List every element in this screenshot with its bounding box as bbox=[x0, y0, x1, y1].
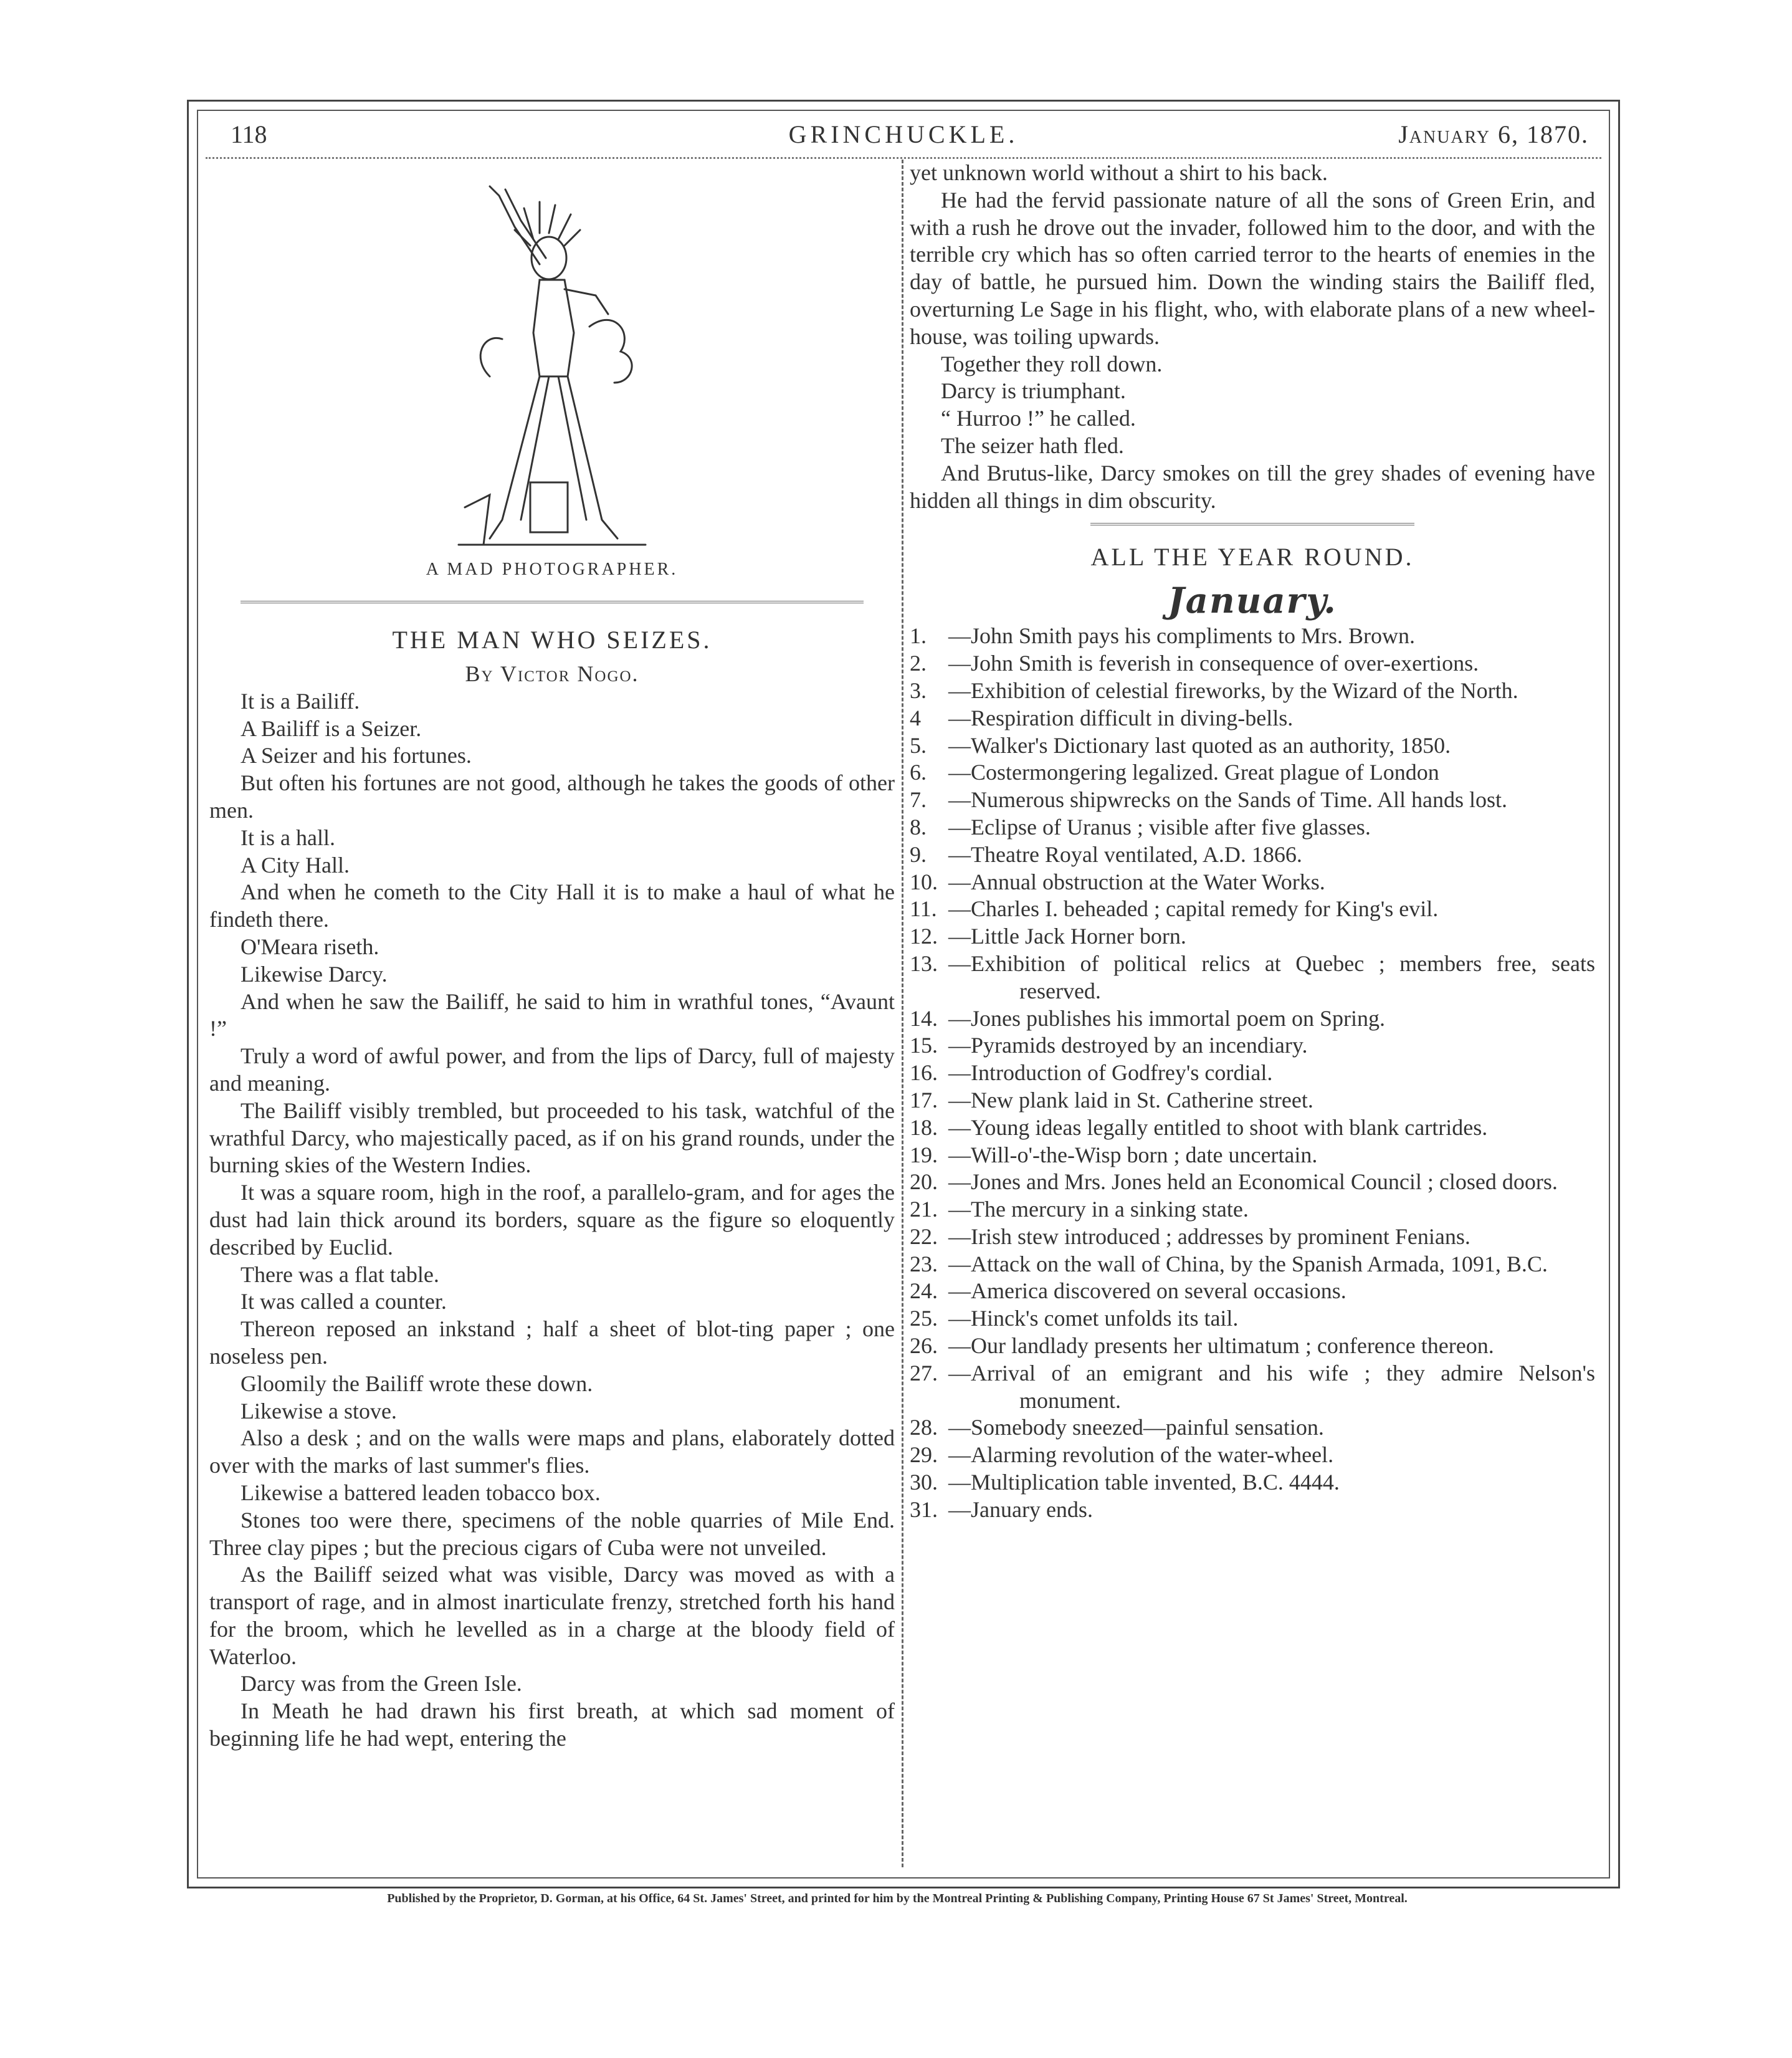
calendar-entry-text: —Jones publishes his immortal poem on Spring. bbox=[948, 1005, 1385, 1031]
calendar-entry-number: 6. bbox=[910, 760, 927, 785]
story-paragraph: And Brutus-like, Darcy smokes on till the grey shades of evening have hidden all things in dim obscurity. bbox=[910, 460, 1595, 513]
calendar-entry bbox=[910, 1169, 1595, 1196]
story-paragraph: He had the fervid passionate nature of all the sons of Green Erin, and with a rush he drove out the invader, followed him to the door, and with the terrible cry which has so often carried terror to the hearts of enemies in the day of battle, he pursued him. Down the winding stairs the Bailiff fled, overturning Le Sage in his flight, who, with elaborate plans of a new wheel-house, was toiling upwards. bbox=[910, 187, 1595, 349]
calendar-entry-number: 28. bbox=[910, 1415, 938, 1440]
calendar-entry-text: —Alarming revolution of the water-wheel. bbox=[948, 1442, 1334, 1468]
story-paragraph: Together they roll down. bbox=[941, 351, 1163, 376]
story-paragraph: It is a Bailiff. bbox=[241, 688, 360, 714]
calendar-entry bbox=[910, 705, 1595, 732]
calendar-entry-number: 13. bbox=[910, 950, 938, 976]
story-paragraph: It was a square room, high in the roof, a parallelo-gram, and for ages the dust had lain thick around its borders, square as the figure so eloquently described by Euclid. bbox=[209, 1180, 895, 1260]
calendar-entry-number: 7. bbox=[910, 787, 927, 813]
calendar-entry-number: 11. bbox=[910, 896, 937, 922]
calendar-entry-text: —John Smith pays his compliments to Mrs. Brown. bbox=[948, 623, 1416, 649]
calendar-entry-number: 21. bbox=[910, 1197, 938, 1222]
calendar-entry-text: —Irish stew introduced ; addresses by prominent Fenians. bbox=[948, 1223, 1470, 1249]
column-divider bbox=[902, 160, 903, 1867]
calendar-entry bbox=[910, 677, 1595, 705]
story-paragraph: The seizer hath fled. bbox=[941, 433, 1124, 458]
calendar-entry-text: —Pyramids destroyed by an incendiary. bbox=[948, 1033, 1308, 1058]
story-paragraph: Likewise Darcy. bbox=[241, 961, 388, 987]
calendar-entry-number: 22. bbox=[910, 1223, 938, 1249]
calendar-entry-number: 17. bbox=[910, 1087, 938, 1113]
section-rule bbox=[241, 601, 864, 603]
calendar-entry bbox=[910, 1251, 1595, 1278]
calendar-entry bbox=[910, 1414, 1595, 1442]
calendar-entry-text: —Multiplication table invented, B.C. 4444. bbox=[948, 1470, 1340, 1495]
calendar-month: January. bbox=[1168, 580, 1337, 622]
story-paragraph: O'Meara riseth. bbox=[241, 934, 379, 959]
calendar-entry bbox=[910, 1087, 1595, 1114]
calendar-entry-number: 30. bbox=[910, 1470, 938, 1495]
story-paragraph: Likewise a stove. bbox=[241, 1398, 397, 1424]
calendar-entry-number: 15. bbox=[910, 1033, 938, 1058]
calendar-entry bbox=[910, 623, 1595, 650]
calendar-entry-text: —Will-o'-the-Wisp born ; date uncertain. bbox=[948, 1142, 1318, 1167]
calendar-entry-number: 27. bbox=[910, 1360, 938, 1386]
story-paragraph: Darcy was from the Green Isle. bbox=[241, 1671, 522, 1697]
calendar-entry bbox=[910, 1060, 1595, 1087]
story-paragraph: yet unknown world without a shirt to his back. bbox=[910, 160, 1328, 185]
figure-caption: A MAD PHOTOGRAPHER. bbox=[426, 560, 679, 579]
story-paragraph: In Meath he had drawn his first breath, at which sad moment of beginning life he had wept, entering the bbox=[209, 1698, 895, 1751]
story-paragraph: It is a hall. bbox=[241, 825, 335, 850]
calendar-entry bbox=[910, 1196, 1595, 1223]
publisher-footer: Published by the Proprietor, D. Gorman, at his Office, 64 St. James' Street, and printed for him by the Montreal Printing & Publishing Company, Printing House 67 St James' Street, Montreal. bbox=[387, 1892, 1408, 1905]
calendar-list bbox=[910, 623, 1595, 1523]
story-body-right bbox=[910, 160, 1595, 514]
calendar-entry bbox=[910, 650, 1595, 677]
calendar-entry-number: 31. bbox=[910, 1496, 938, 1522]
calendar-entry-text: —Jones and Mrs. Jones held an Economical Council ; closed doors. bbox=[948, 1169, 1558, 1195]
calendar-entry-text: —Numerous shipwrecks on the Sands of Time. All hands lost. bbox=[948, 787, 1507, 813]
story-paragraph: And when he saw the Bailiff, he said to him in wrathful tones, “Avaunt !” bbox=[209, 988, 895, 1041]
story-paragraph: A Seizer and his fortunes. bbox=[241, 743, 472, 768]
calendar-entry-text: —Attack on the wall of China, by the Spanish Armada, 1091, B.C. bbox=[948, 1251, 1548, 1276]
calendar-entry-text: —America discovered on several occasions. bbox=[948, 1278, 1346, 1304]
page-header bbox=[199, 115, 1608, 158]
calendar-entry-number: 3. bbox=[910, 677, 927, 703]
calendar-entry-text: —Exhibition of political relics at Quebec ; members free, seats reserved. bbox=[948, 950, 1595, 1003]
calendar-entry-number: 20. bbox=[910, 1169, 938, 1195]
calendar-entry-number: 8. bbox=[910, 814, 927, 840]
calendar-entry-number: 29. bbox=[910, 1442, 938, 1468]
story-paragraph: The Bailiff visibly trembled, but proceeded to his task, watchful of the wrathful Darcy, who majestically paced, as if on his grand rounds, under the burning skies of the Western Indies. bbox=[209, 1098, 895, 1178]
calendar-entry-text: —January ends. bbox=[948, 1496, 1093, 1522]
calendar-entry bbox=[910, 1496, 1595, 1524]
calendar-entry-text: —Arrival of an emigrant and his wife ; they admire Nelson's monument. bbox=[948, 1360, 1595, 1413]
calendar-entry bbox=[910, 759, 1595, 787]
calendar-entry-text: —Annual obstruction at the Water Works. bbox=[948, 869, 1325, 894]
right-column bbox=[910, 160, 1595, 1524]
calendar-entry-text: —Hinck's comet unfolds its tail. bbox=[948, 1306, 1239, 1331]
calendar-entry-number: 25. bbox=[910, 1306, 938, 1331]
calendar-entry bbox=[910, 787, 1595, 814]
calendar-entry bbox=[910, 1333, 1595, 1360]
calendar-entry bbox=[910, 1469, 1595, 1496]
story-paragraph: “ Hurroo !” he called. bbox=[941, 406, 1136, 431]
story-paragraph: But often his fortunes are not good, although he takes the goods of other men. bbox=[209, 770, 895, 823]
calendar-entry-number: 4 bbox=[910, 705, 921, 730]
calendar-entry-text: —Little Jack Horner born. bbox=[948, 924, 1186, 949]
calendar-entry-number: 18. bbox=[910, 1114, 938, 1140]
calendar-entry bbox=[910, 1278, 1595, 1305]
calendar-entry-number: 19. bbox=[910, 1142, 938, 1167]
mad-photographer-illustration bbox=[446, 171, 658, 557]
calendar-entry-text: —Eclipse of Uranus ; visible after five glasses. bbox=[948, 814, 1371, 840]
calendar-entry-text: —Somebody sneezed—painful sensation. bbox=[948, 1415, 1324, 1440]
illustration bbox=[209, 160, 895, 593]
story-paragraph: Also a desk ; and on the walls were maps and plans, elaborately dotted over with the marks of last summer's flies. bbox=[209, 1425, 895, 1478]
calendar-entry bbox=[910, 1005, 1595, 1033]
calendar-entry-number: 24. bbox=[910, 1278, 938, 1304]
story-paragraph: And when he cometh to the City Hall it is to make a haul of what he findeth there. bbox=[209, 879, 895, 932]
calendar-entry-text: —John Smith is feverish in consequence of over-exertions. bbox=[948, 651, 1479, 676]
calendar-entry-number: 9. bbox=[910, 841, 927, 867]
story-paragraph: As the Bailiff seized what was visible, Darcy was moved as with a transport of rage, and in almost inarticulate frenzy, stretched forth his hand for the broom, which he levelled as in a charge at the bloody field of Waterloo. bbox=[209, 1562, 895, 1669]
page-number: 118 bbox=[231, 120, 267, 148]
calendar-entry-text: —Theatre Royal ventilated, A.D. 1866. bbox=[948, 841, 1302, 867]
calendar-entry bbox=[910, 1442, 1595, 1469]
calendar-entry bbox=[910, 923, 1595, 950]
calendar-entry bbox=[910, 950, 1595, 1005]
story-title: THE MAN WHO SEIZES. bbox=[392, 626, 712, 654]
calendar-entry-text: —Introduction of Godfrey's cordial. bbox=[948, 1060, 1273, 1086]
calendar-entry bbox=[910, 869, 1595, 896]
calendar-entry bbox=[910, 1032, 1595, 1060]
calendar-entry-number: 14. bbox=[910, 1005, 938, 1031]
story-paragraph: Gloomily the Bailiff wrote these down. bbox=[241, 1371, 593, 1396]
calendar-entry-text: —Walker's Dictionary last quoted as an authority, 1850. bbox=[948, 732, 1451, 758]
calendar-entry-number: 23. bbox=[910, 1251, 938, 1276]
calendar-entry bbox=[910, 1223, 1595, 1251]
calendar-title: ALL THE YEAR ROUND. bbox=[1090, 543, 1414, 572]
calendar-entry-text: —Our landlady presents her ultimatum ; conference thereon. bbox=[948, 1333, 1494, 1359]
story-byline: By Victor Nogo. bbox=[465, 661, 639, 686]
calendar-entry bbox=[910, 841, 1595, 869]
calendar-entry bbox=[910, 1142, 1595, 1169]
calendar-entry-number: 12. bbox=[910, 924, 938, 949]
header-rule bbox=[206, 157, 1601, 159]
story-paragraph: A Bailiff is a Seizer. bbox=[241, 716, 422, 741]
story-paragraph: Likewise a battered leaden tobacco box. bbox=[241, 1480, 601, 1505]
calendar-entry bbox=[910, 1305, 1595, 1333]
story-paragraph: Truly a word of awful power, and from the lips of Darcy, full of majesty and meaning. bbox=[209, 1043, 895, 1096]
calendar-entry-number: 5. bbox=[910, 732, 927, 758]
story-paragraph: There was a flat table. bbox=[241, 1261, 439, 1287]
section-rule bbox=[1090, 523, 1414, 525]
story-paragraph: A City Hall. bbox=[241, 852, 350, 878]
calendar-entry-text: —Costermongering legalized. Great plague of London bbox=[948, 760, 1439, 785]
calendar-entry-text: —Charles I. beheaded ; capital remedy for King's evil. bbox=[948, 896, 1439, 922]
calendar-entry bbox=[910, 1360, 1595, 1415]
calendar-entry-number: 26. bbox=[910, 1333, 938, 1359]
calendar-entry bbox=[910, 1114, 1595, 1142]
calendar-entry bbox=[910, 896, 1595, 923]
story-paragraph: Stones too were there, specimens of the noble quarries of Mile End. Three clay pipes ; but the precious cigars of Cuba were not unveiled. bbox=[209, 1507, 895, 1560]
calendar-entry-number: 10. bbox=[910, 869, 938, 894]
calendar-entry-number: 1. bbox=[910, 623, 927, 649]
calendar-entry-text: —Respiration difficult in diving-bells. bbox=[948, 705, 1294, 730]
calendar-entry-text: —Exhibition of celestial fireworks, by the Wizard of the North. bbox=[948, 677, 1518, 703]
story-body-left bbox=[209, 688, 895, 1753]
calendar-entry-number: 2. bbox=[910, 651, 927, 676]
story-paragraph: It was called a counter. bbox=[241, 1289, 447, 1314]
left-column bbox=[209, 160, 895, 1753]
issue-date: January 6, 1870. bbox=[1398, 120, 1589, 148]
calendar-entry-text: —New plank laid in St. Catherine street. bbox=[948, 1087, 1313, 1113]
story-paragraph: Darcy is triumphant. bbox=[941, 378, 1126, 404]
calendar-entry bbox=[910, 732, 1595, 760]
masthead: GRINCHUCKLE. bbox=[788, 120, 1019, 148]
story-paragraph: Thereon reposed an inkstand ; half a sheet of blot-ting paper ; one noseless pen. bbox=[209, 1316, 895, 1369]
calendar-entry-number: 16. bbox=[910, 1060, 938, 1086]
calendar-entry bbox=[910, 814, 1595, 841]
calendar-entry-text: —The mercury in a sinking state. bbox=[948, 1197, 1249, 1222]
calendar-entry-text: —Young ideas legally entitled to shoot with blank cartrides. bbox=[948, 1114, 1488, 1140]
